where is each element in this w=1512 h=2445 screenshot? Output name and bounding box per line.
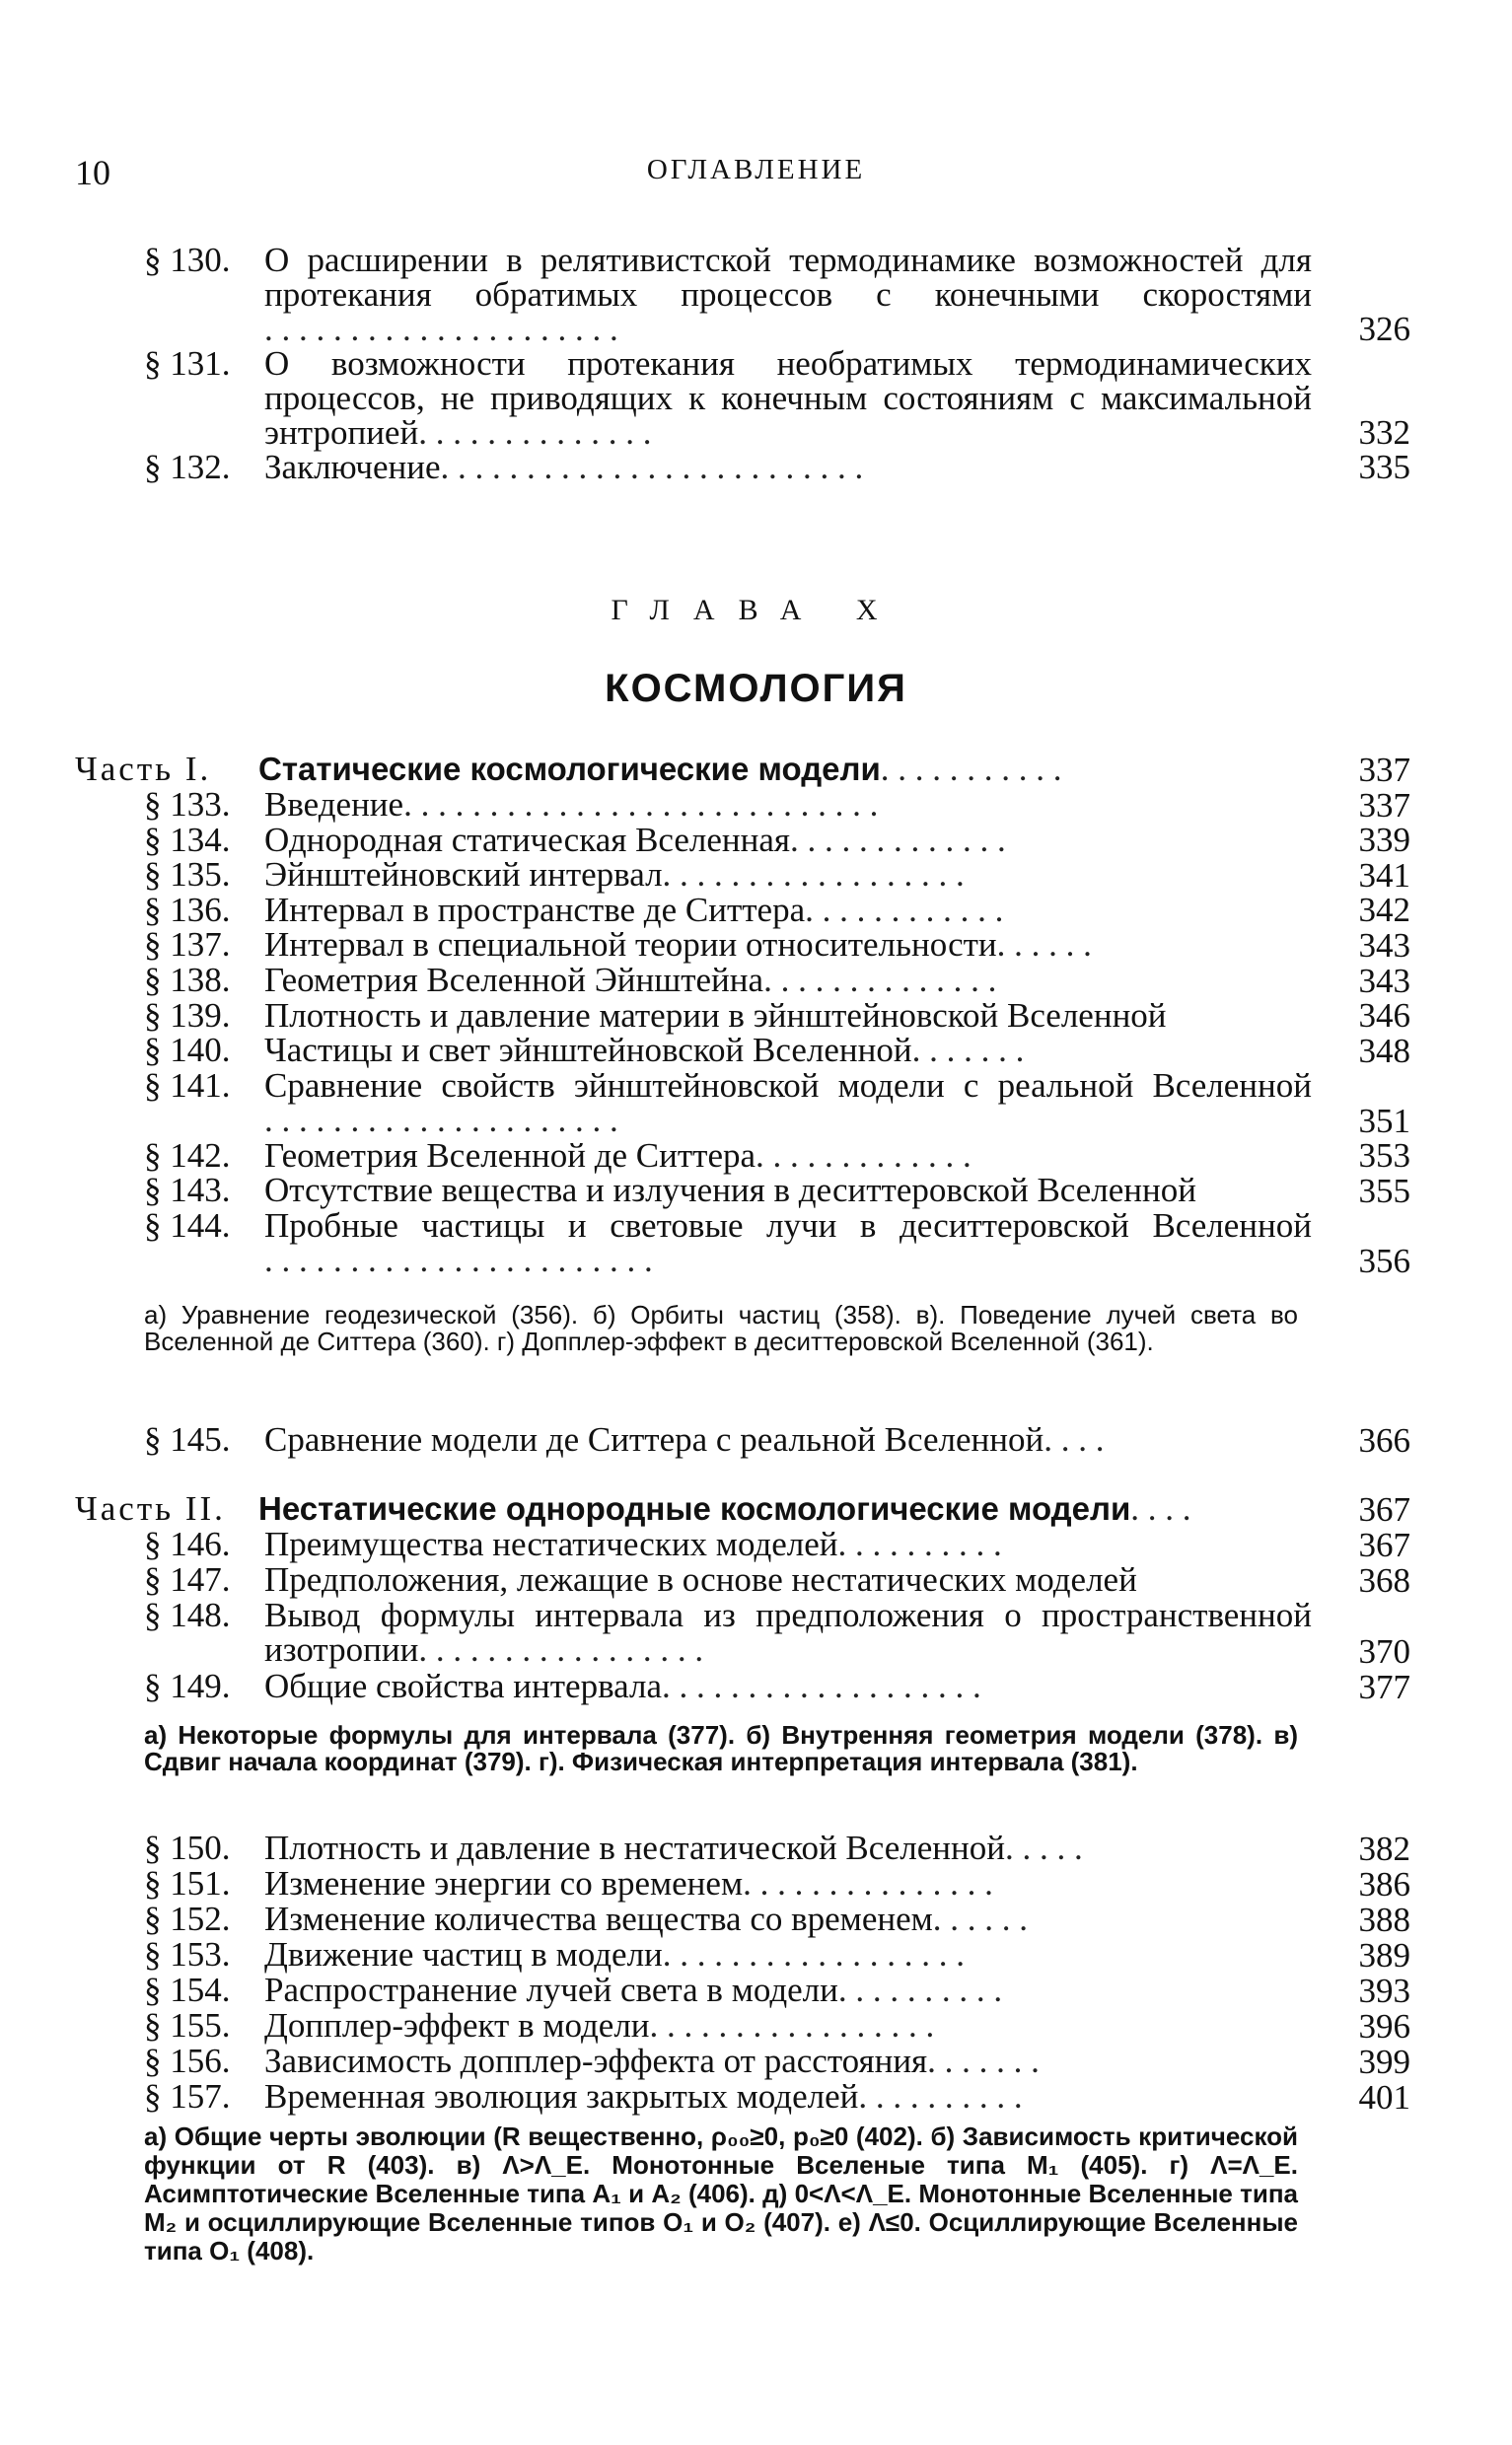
toc-entry: § 156. Зависимость допплер-эффекта от расстояния. . . . . . . 399 (144, 2042, 1410, 2081)
section-number: § 133. (144, 785, 231, 824)
page-ref: 399 (1358, 2043, 1410, 2081)
page-ref: 342 (1358, 891, 1410, 930)
section-number: § 138. (144, 960, 231, 999)
page-ref: 396 (1358, 2007, 1410, 2046)
part-number: Часть I. (75, 750, 212, 788)
page-ref: 332 (1358, 413, 1410, 452)
section-number: § 136. (144, 890, 231, 929)
section-number: § 156. (144, 2042, 231, 2080)
toc-entry: § 154. Распространение лучей света в модели. . . . . . . . . . 393 (144, 1971, 1410, 2010)
page-ref: 353 (1358, 1136, 1410, 1176)
running-title: ОГЛАВЛЕНИЕ (646, 154, 866, 185)
section-number: § 130. (144, 241, 231, 279)
page-ref: 366 (1358, 1421, 1410, 1460)
page-ref: 393 (1358, 1972, 1410, 2010)
chapter-title: КОСМОЛОГИЯ (605, 667, 907, 710)
toc-entry (144, 243, 1410, 346)
toc-entry: § 145. Сравнение модели де Ситтера с реальной Вселенной. . . . 366 (144, 1420, 1410, 1460)
page-ref: 370 (1358, 1632, 1410, 1671)
part-number: Часть II. (75, 1489, 226, 1528)
toc-part1-entries (75, 787, 1410, 1278)
page-ref: 401 (1358, 2078, 1410, 2117)
toc-entry: § 143. Отсутствие вещества и излучения в деситтеровской Вселенной 355 (144, 1171, 1410, 1210)
page-ref: 367 (1358, 1526, 1410, 1564)
page-ref: 326 (1358, 310, 1410, 348)
section-number: § 150. (144, 1829, 231, 1867)
page-ref: 377 (1358, 1668, 1410, 1706)
toc-part1 (75, 752, 1410, 787)
toc-entry: § 139. Плотность и давление материи в эйнштейновской Вселенной 346 (144, 995, 1410, 1036)
toc-entry: § 133. Введение. . . . . . . . . . . . . . . . . . . . . . . . . . . . 337 (144, 785, 1410, 825)
part-title: Статические космологические модели. . . . . . . . . . . (258, 751, 1062, 787)
toc-entry: § 152. Изменение количества вещества со временем. . . . . . 388 (144, 1900, 1410, 1939)
page-ref: 339 (1358, 821, 1410, 860)
section-number: § 142. (144, 1135, 231, 1175)
toc-entry: § 149. Общие свойства интервала. . . . . . . . . . . . . . . . . . . 377 (144, 1667, 1410, 1706)
section-number: § 144. (144, 1205, 231, 1245)
page-ref: 351 (1358, 1101, 1410, 1140)
subsection-list-149: а) Некоторые формулы для интервала (377). б) Внутренняя геометрия модели (378). в) Сдвиг начала координат (379). г). Физическая интерпретация интервала (381). (144, 1720, 1298, 1776)
page-ref: 348 (1358, 1031, 1410, 1070)
toc-entry: § 134. Однородная статическая Вселенная. . . . . . . . . . . . . 339 (144, 820, 1410, 860)
toc-entry: § 155. Допплер-эффект в модели. . . . . . . . . . . . . . . . . 396 (144, 2006, 1410, 2046)
toc-entry: § 135. Эйнштейновский интервал. . . . . . . . . . . . . . . . . . 341 (144, 855, 1410, 895)
section-number: § 141. (144, 1065, 231, 1105)
page-ref: 343 (1358, 961, 1410, 1000)
toc-entry: § 141. Сравнение свойств эйнштейновской модели с реальной Вселенной. . . . . . . . . . . . . . . . . . . . . 351 (144, 1065, 1410, 1140)
toc-entry: § 151. Изменение энергии со временем. . . . . . . . . . . . . . . 386 (144, 1864, 1410, 1904)
page-ref: 343 (1358, 925, 1410, 965)
toc-entry (144, 346, 1410, 450)
page-ref: 341 (1358, 855, 1410, 895)
section-number: § 140. (144, 1031, 231, 1070)
toc-entry: § 153. Движение частиц в модели. . . . . . . . . . . . . . . . . . 389 (144, 1935, 1410, 1975)
toc-part2 (75, 1491, 1410, 1527)
subsection-list-157: а) Общие черты эволюции (R вещественно, ρ₀₀≥0, p₀≥0 (402). б) Зависимость критической функции от R (403). в) Λ>Λ_E. Монотонные Вселеные типа M₁ (405). г) Λ=Λ_E. Асимптотические Вселенные типа A₁ и A₂ (406). д) 0<Λ<Λ_E. Монотонные Вселенные типа M₂ и осциллирующие Вселенные типов O₁ и O₂ (407). е) Λ≤0. Осциллирующие Вселенные типа O₁ (408). (144, 2121, 1298, 2265)
toc-entry: § 147. Предположения, лежащие в основе нестатических моделей 368 (144, 1560, 1410, 1600)
page-ref: 368 (1358, 1561, 1410, 1600)
page-ref: 388 (1358, 1901, 1410, 1939)
toc-entry: § 140. Частицы и свет эйнштейновской Вселенной. . . . . . . 348 (144, 1031, 1410, 1070)
page-ref: 335 (1358, 448, 1410, 486)
section-number: § 157. (144, 2077, 231, 2116)
page-ref: 367 (1358, 1490, 1410, 1529)
entry-text: О расширении в релятивистской термодинамике возможностей для протекания обратимых процессов с конечными скоростями. . . . . . . . . . . . . . . . . . . . . (264, 241, 1312, 346)
toc-entry: § 150. Плотность и давление в нестатической Вселенной. . . . . 382 (144, 1829, 1410, 1868)
page-ref: 386 (1358, 1865, 1410, 1904)
section-number: § 143. (144, 1171, 231, 1210)
section-number: § 147. (144, 1560, 231, 1599)
page-number: 10 (75, 153, 110, 192)
page-ref: 389 (1358, 1936, 1410, 1975)
section-number: § 148. (144, 1596, 231, 1634)
toc-entry: § 137. Интервал в специальной теории относительности. . . . . . 343 (144, 925, 1410, 965)
chapter-label: ГЛАВА X (611, 594, 901, 626)
toc-part2b-entries (75, 1831, 1410, 2115)
section-number: § 153. (144, 1935, 231, 1974)
toc-entry: § 138. Геометрия Вселенной Эйнштейна. . . . . . . . . . . . . . 343 (144, 960, 1410, 1000)
section-number: § 131. (144, 344, 231, 383)
part-heading (75, 1491, 1410, 1527)
entry-text: О возможности протекания необратимых термодинамических процессов, не приводящих к конечным состояниям с максимальной энтропией. . . . . . . . . . . . . . (264, 344, 1312, 452)
toc-entry (144, 450, 1410, 484)
page-ref: 355 (1358, 1171, 1410, 1210)
section-number: § 149. (144, 1667, 231, 1705)
toc-entry: § 142. Геометрия Вселенной де Ситтера. . . . . . . . . . . . . 353 (144, 1135, 1410, 1176)
toc-entry: § 148. Вывод формулы интервала из предположения о пространственной изотропии. . . . . . . . . . . . . . . . . 370 (144, 1596, 1410, 1671)
section-number: § 137. (144, 925, 231, 965)
page-ref: 337 (1358, 785, 1410, 825)
section-number: § 135. (144, 855, 231, 895)
page-ref: 356 (1358, 1241, 1410, 1280)
toc-entry: § 157. Временная эволюция закрытых моделей. . . . . . . . . . 401 (144, 2077, 1410, 2117)
page-ref: 337 (1358, 751, 1410, 789)
section-number: § 154. (144, 1971, 231, 2009)
section-number: § 139. (144, 995, 231, 1035)
toc-entry: § 136. Интервал в пространстве де Ситтера. . . . . . . . . . . . 342 (144, 890, 1410, 930)
toc-entry: § 144. Пробные частицы и световые лучи в деситтеровской Вселенной. . . . . . . . . . . . . . . . . . . . . . . 356 (144, 1205, 1410, 1280)
part-title: Нестатические однородные космологические модели. . . . (258, 1490, 1191, 1527)
entry-text: Заключение. . . . . . . . . . . . . . . . . . . . . . . . . (264, 448, 864, 486)
page-ref: 346 (1358, 996, 1410, 1036)
section-number: § 155. (144, 2006, 231, 2045)
toc-part2-entries (75, 1527, 1410, 1704)
section-number: § 146. (144, 1525, 231, 1563)
section-number: § 132. (144, 448, 231, 486)
page-ref: 382 (1358, 1830, 1410, 1868)
subsection-list-144: а) Уравнение геодезической (356). б) Орбиты частиц (358). в). Поведение лучей света во Вселенной де Ситтера (360). г) Допплер-эффект в деситтеровской Вселенной (361). (144, 1300, 1298, 1356)
section-number: § 151. (144, 1864, 231, 1903)
part-heading (75, 752, 1410, 787)
section-number: § 134. (144, 820, 231, 859)
toc-top (75, 243, 1410, 484)
section-number: § 145. (144, 1420, 231, 1459)
toc-entry: § 146. Преимущества нестатических моделей. . . . . . . . . . 367 (144, 1525, 1410, 1564)
toc-entry-145 (75, 1422, 1410, 1458)
section-number: § 152. (144, 1900, 231, 1938)
